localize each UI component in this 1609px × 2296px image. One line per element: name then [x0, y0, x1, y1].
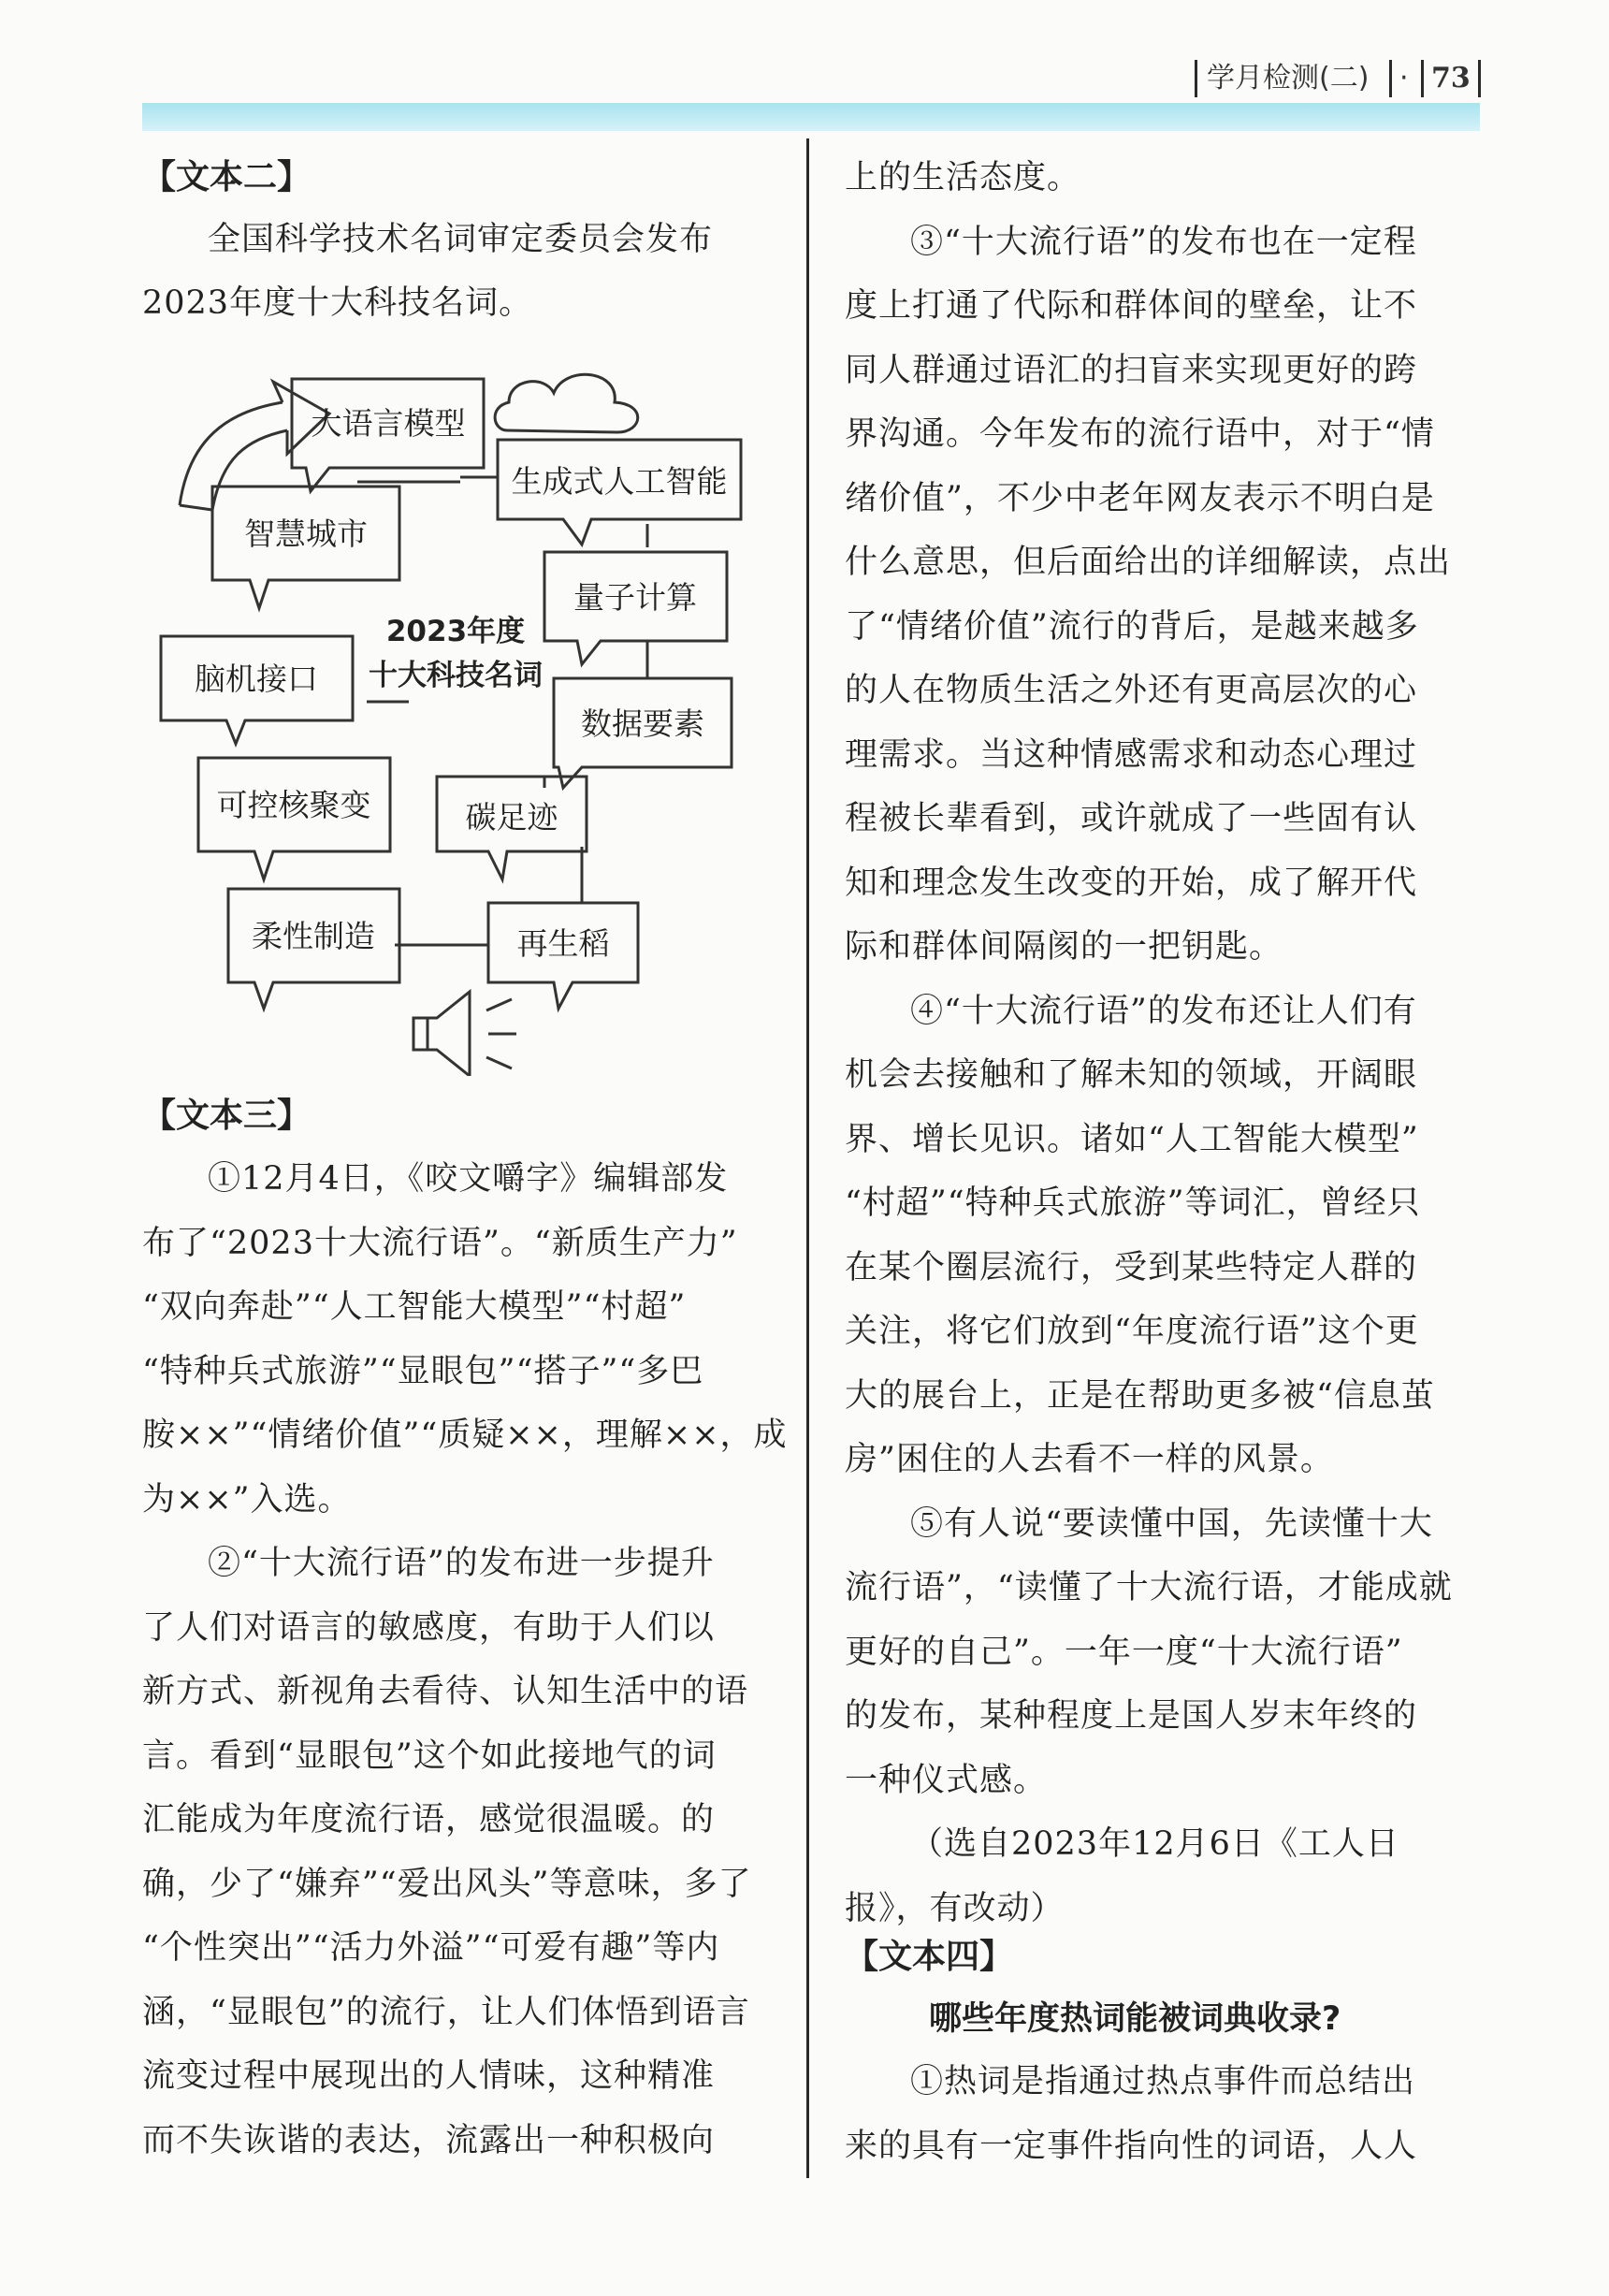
text3-title: 【文本三】 — [142, 1097, 312, 1135]
text-line: 言。看到“显眼包”这个如此接地气的词 — [142, 1737, 717, 1775]
text-line: 上的生活态度。 — [845, 159, 1081, 196]
text-line: 更好的自己”。一年一度“十大流行语” — [845, 1633, 1403, 1671]
column-divider — [806, 138, 809, 2178]
text-line: 度上打通了代际和群体间的壁垒，让不 — [845, 287, 1418, 325]
term-label: 生成式人工智能 — [511, 463, 728, 500]
text4-title: 【文本四】 — [845, 1938, 1014, 1976]
text-line: 胺××”“情绪价值”“质疑××，理解××，成 — [142, 1417, 788, 1454]
text-line: ①热词是指通过热点事件而总结出 — [910, 2063, 1416, 2100]
text-line: （选自2023年12月6日《工人日 — [910, 1825, 1399, 1863]
text-line: 知和理念发生改变的开始，成了解开代 — [845, 864, 1418, 902]
text-line: “双向奔赴”“人工智能大模型”“村超” — [142, 1288, 687, 1326]
text-line: “个性突出”“活力外溢”“可爱有趣”等内 — [142, 1929, 720, 1967]
term-label: 脑机接口 — [195, 661, 318, 697]
diagram-center-title: 十大科技名词 — [369, 659, 543, 692]
text2-title: 【文本二】 — [142, 158, 312, 196]
text-line: 确，少了“嫌弃”“爱出风头”等意味，多了 — [142, 1865, 752, 1903]
header-separator — [1478, 60, 1481, 97]
header-separator — [1421, 60, 1424, 97]
text-line: 而不失诙谐的表达，流露出一种积极向 — [142, 2121, 716, 2159]
text-line: 机会去接触和了解未知的领域，开阔眼 — [845, 1056, 1418, 1094]
text-line: 了“情绪价值”流行的背后，是越来越多 — [845, 607, 1419, 646]
text-line: 来的具有一定事件指向性的词语，人人 — [845, 2127, 1418, 2165]
page-header — [0, 0, 1609, 140]
text-line: “村超”“特种兵式旅游”等词汇，曾经只 — [845, 1184, 1421, 1222]
text-line: ②“十大流行语”的发布进一步提升 — [208, 1545, 715, 1582]
text-line: 界、增长见识。诸如“人工智能大模型” — [845, 1120, 1419, 1158]
text-line: 理需求。当这种情感需求和动态心理过 — [845, 735, 1418, 774]
diagram-center-title: 2023年度 — [385, 615, 526, 648]
term-label: 柔性制造 — [252, 918, 375, 954]
term-label: 量子计算 — [573, 579, 697, 616]
text-line: ④“十大流行语”的发布还让人们有 — [910, 992, 1417, 1030]
text-line: 的人在物质生活之外还有更高层次的心 — [845, 672, 1418, 709]
speaker-shape — [413, 992, 470, 1076]
header-separator — [1389, 60, 1392, 97]
header-color-bar — [142, 103, 1480, 131]
section-label: 学月检测(二) — [1207, 62, 1370, 94]
text-line: 涵，“显眼包”的流行，让人们体悟到语言 — [142, 1993, 750, 2031]
text-line: 一种仪式感。 — [845, 1761, 1048, 1799]
text-line: 什么意思，但后面给出的详细解读，点出 — [845, 544, 1452, 581]
text-line: 界沟通。今年发布的流行语中，对于“情 — [845, 415, 1435, 453]
page-number: 73 — [1431, 62, 1471, 94]
text2-line: 2023年度十大科技名词。 — [142, 284, 533, 322]
tech-terms-diagram — [142, 327, 788, 1076]
header-separator — [1195, 60, 1197, 97]
text-line: 关注，将它们放到“年度流行语”这个更 — [845, 1313, 1419, 1350]
text-line: 为××”入选。 — [142, 1480, 352, 1519]
text-line: ①12月4日，《咬文嚼字》编辑部发 — [208, 1160, 729, 1198]
text-line: ⑤有人说“要读懂中国，先读懂十大 — [910, 1504, 1433, 1543]
arrow-shape — [180, 402, 283, 505]
text-line: 报》，有改动） — [845, 1889, 1065, 1927]
text-line: ③“十大流行语”的发布也在一定程 — [910, 223, 1417, 261]
text-line: 绪价值”，不少中老年网友表示不明白是 — [845, 479, 1435, 517]
text-line: 大的展台上，正是在帮助更多被“信息茧 — [845, 1376, 1435, 1415]
term-label: 可控核聚变 — [216, 787, 371, 823]
header-dot: · — [1399, 62, 1409, 94]
arrow-shape — [180, 505, 212, 510]
text4-subtitle: 哪些年度热词能被词典收录? — [929, 2000, 1341, 2038]
text-line: “特种兵式旅游”“显眼包”“搭子”“多巴 — [142, 1352, 704, 1390]
text-line: 的发布，某种程度上是国人岁末年终的 — [845, 1697, 1418, 1735]
term-label: 再生稻 — [516, 925, 610, 962]
text2-line: 全国科学技术名词审定委员会发布 — [208, 221, 714, 258]
text-line: 新方式、新视角去看待、认知生活中的语 — [142, 1673, 749, 1710]
speaker-wave — [486, 1057, 512, 1068]
text-line: 同人群通过语汇的扫盲来实现更好的跨 — [845, 351, 1418, 389]
text-line: 了人们对语言的敏感度，有助于人们以 — [142, 1608, 716, 1647]
term-label: 碳足迹 — [465, 799, 558, 836]
text-line: 房”困住的人去看不一样的风景。 — [845, 1441, 1334, 1478]
text-line: 流变过程中展现出的人情味，这种精准 — [142, 2057, 716, 2095]
term-label: 智慧城市 — [244, 516, 368, 552]
arrow-shape — [212, 430, 287, 510]
cloud-shape — [495, 374, 638, 432]
text-line: 际和群体间隔阂的一把钥匙。 — [845, 928, 1283, 966]
text-line: 布了“2023十大流行语”。“新质生产力” — [142, 1224, 738, 1262]
speaker-wave — [486, 999, 512, 1010]
term-label: 数据要素 — [581, 705, 704, 742]
text-line: 在某个圈层流行，受到某些特定人群的 — [845, 1248, 1418, 1286]
term-label: 大语言模型 — [311, 405, 466, 442]
text-line: 流行语”，“读懂了十大流行语，才能成就 — [845, 1569, 1453, 1606]
text-line: 程被长辈看到，或许就成了一些固有认 — [845, 800, 1418, 837]
text-line: 汇能成为年度流行语，感觉很温暖。的 — [142, 1801, 716, 1838]
